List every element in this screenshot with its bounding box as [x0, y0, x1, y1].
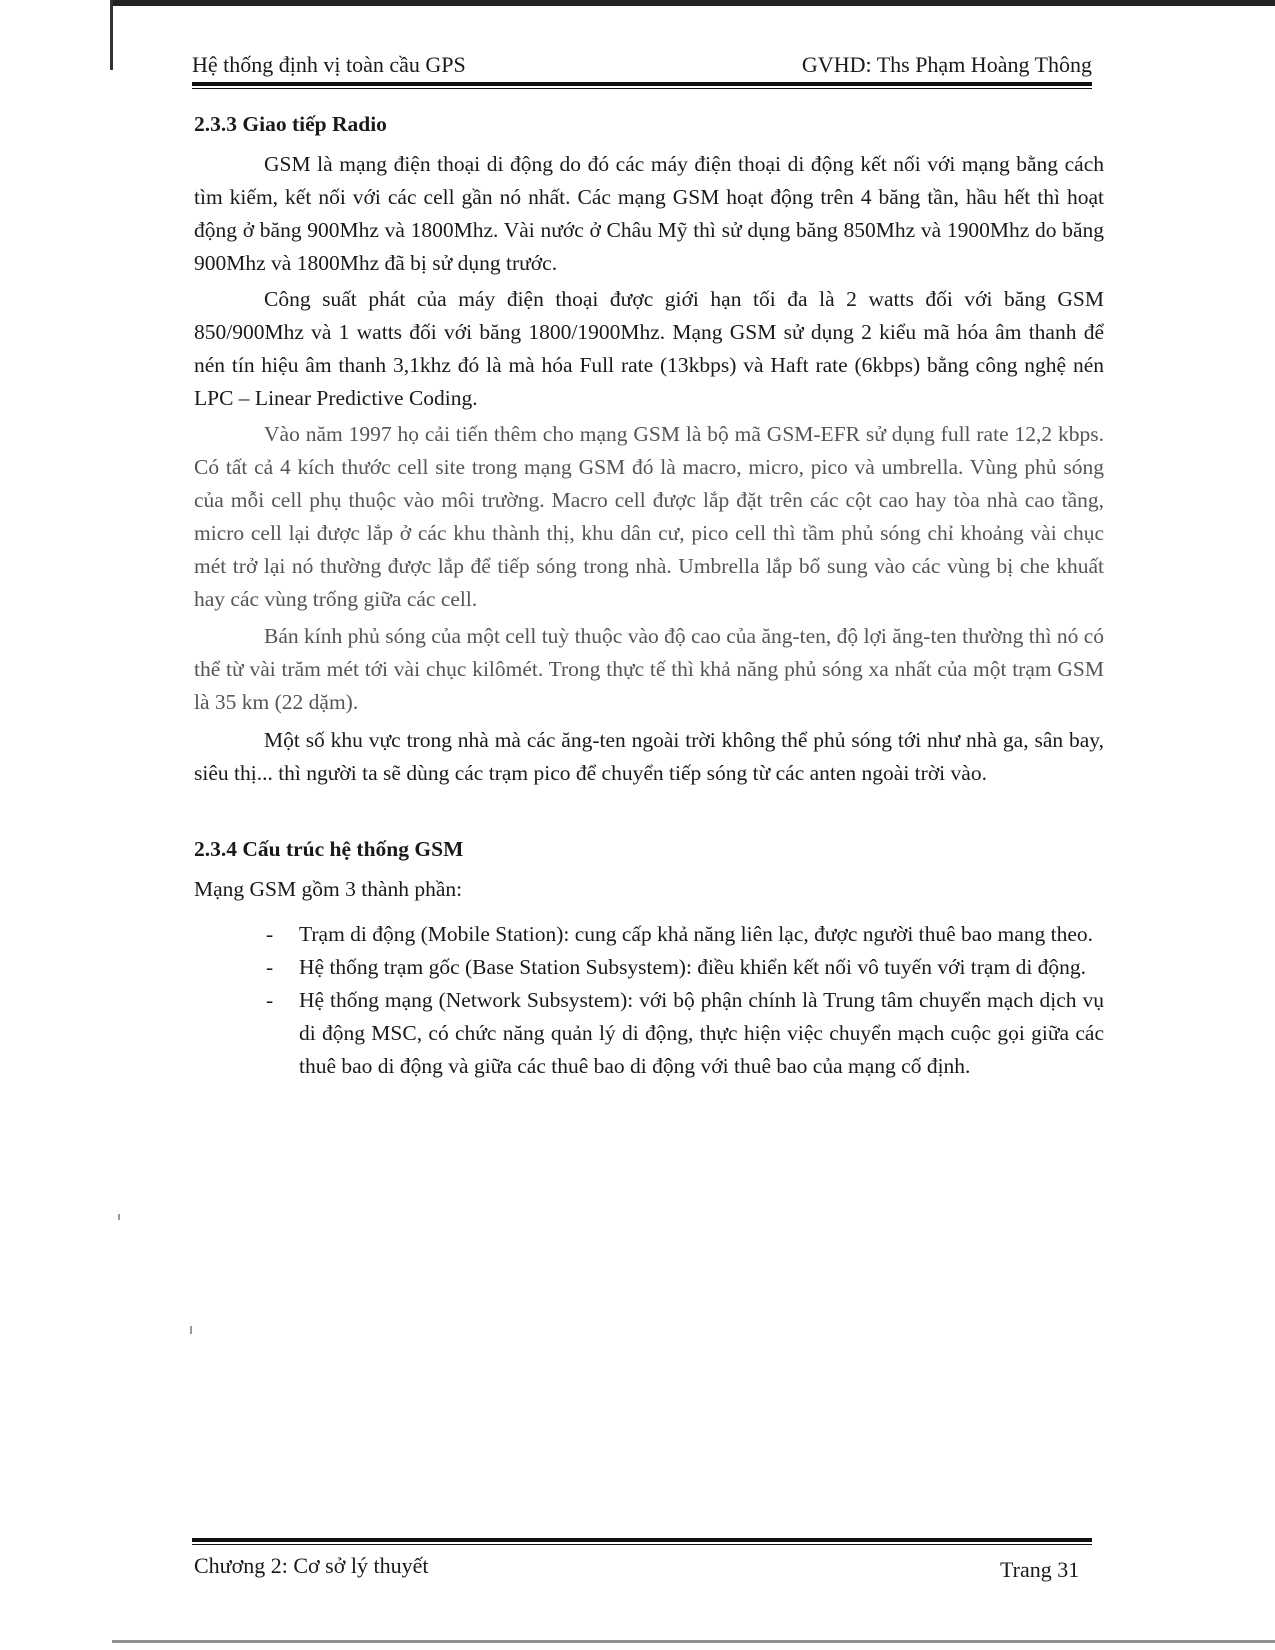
- footer-chapter: Chương 2: Cơ sở lý thuyết: [194, 1553, 429, 1578]
- list-bullet: -: [266, 988, 274, 1012]
- paragraph: GSM là mạng điện thoại di động do đó các máy điện thoại di động kết nối với mạng bằng cách tìm kiếm, kết nối với các cell gần nó nhất. Các mạng GSM hoạt động trên 4 băng tần, hầu hết thì hoạt động ở băng 900Mhz và 1800Mhz. Vài nước ở Châu Mỹ thì sử dụng băng 850Mhz và 1900Mhz do băng 900Mhz và 1800Mhz đã bị sử dụng trước.: [194, 152, 1104, 275]
- section-heading-gsm-structure: 2.3.4 Cấu trúc hệ thống GSM: [194, 837, 464, 861]
- scan-bottom-edge: [112, 1640, 1275, 1643]
- list-bullet: -: [266, 922, 274, 946]
- footer-divider-thin: [192, 1544, 1092, 1545]
- header-advisor: GVHD: Ths Phạm Hoàng Thông: [801, 52, 1092, 77]
- list-item: [194, 984, 1104, 1083]
- paragraph: Bán kính phủ sóng của một cell tuỳ thuộc vào độ cao của ăng-ten, độ lợi ăng-ten thường thì nó có thể từ vài trăm mét tới vài chục kilômét. Trong thực tế thì khả năng phủ sóng xa nhất của một trạm GSM là 35 km (22 dặm).: [194, 624, 1104, 714]
- paragraph: Công suất phát của máy điện thoại được giới hạn tối đa là 2 watts đối với băng GSM 850/900Mhz và 1 watts đối với băng 1800/1900Mhz. Mạng GSM sử dụng 2 kiểu mã hóa âm thanh để nén tín hiệu âm thanh 3,1khz đó là mà hóa Full rate (13kbps) và Haft rate (6kbps) bằng công nghệ nén LPC – Linear Predictive Coding.: [194, 287, 1104, 410]
- scan-speck: [118, 1214, 120, 1220]
- scan-speck: [190, 1326, 192, 1334]
- header-divider: [192, 82, 1092, 86]
- list-bullet: -: [266, 955, 274, 979]
- list-item-text: Trạm di động (Mobile Station): cung cấp khả năng liên lạc, được người thuê bao mang theo.: [299, 922, 1094, 946]
- list-item: [194, 951, 1104, 984]
- scan-top-edge: [112, 0, 1275, 6]
- scan-left-edge: [110, 0, 113, 70]
- list-item: [194, 918, 1104, 951]
- header-divider-thin: [192, 88, 1092, 89]
- paragraph: Vào năm 1997 họ cải tiến thêm cho mạng GSM là bộ mã GSM-EFR sử dụng full rate 12,2 kbps. Có tất cả 4 kích thước cell site trong mạng GSM đó là macro, micro, pico và umbrella. Vùng phủ sóng của mỗi cell phụ thuộc vào môi trường. Macro cell được lắp đặt trên các cột cao hay tòa nhà cao tầng, micro cell lại được lắp ở các khu thành thị, khu dân cư, pico cell thì tầm phủ sóng chỉ khoảng vài chục mét trở lại nó thường được lắp để tiếp sóng trong nhà. Umbrella lắp bổ sung vào các vùng bị che khuất hay các vùng trống giữa các cell.: [194, 422, 1104, 611]
- list-item-text: Hệ thống trạm gốc (Base Station Subsystem): điều khiển kết nối vô tuyến với trạm di động.: [299, 955, 1087, 979]
- component-list: [194, 918, 1104, 1083]
- header-title: Hệ thống định vị toàn cầu GPS: [192, 52, 466, 77]
- section-heading-radio: 2.3.3 Giao tiếp Radio: [194, 112, 387, 136]
- list-item-text: Hệ thống mạng (Network Subsystem): với bộ phận chính là Trung tâm chuyển mạch dịch vụ di động MSC, có chức năng quản lý di động, thực hiện việc chuyển mạch cuộc gọi giữa các thuê bao di động và giữa các thuê bao di động với thuê bao của mạng cố định.: [299, 988, 1104, 1078]
- page-number: Trang 31: [1000, 1557, 1080, 1582]
- footer-divider: [192, 1538, 1092, 1542]
- section-intro: Mạng GSM gồm 3 thành phần:: [194, 877, 463, 901]
- paragraph: Một số khu vực trong nhà mà các ăng-ten ngoài trời không thể phủ sóng tới như nhà ga, sân bay, siêu thị... thì người ta sẽ dùng các trạm pico để chuyển tiếp sóng từ các anten ngoài trời vào.: [194, 728, 1104, 785]
- page-header: [192, 44, 1092, 84]
